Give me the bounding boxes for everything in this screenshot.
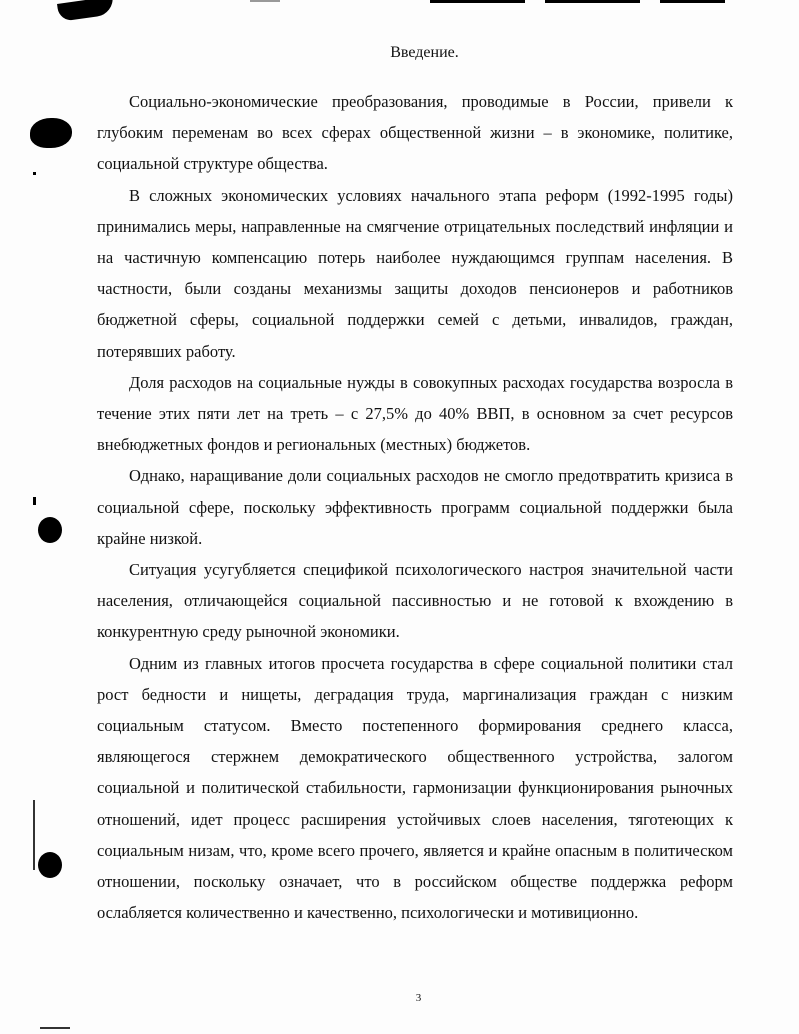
paragraph: Одним из главных итогов просчета государства в сфере социальной политики стал рост бедности и нищеты, деградация труда, маргинализация граждан с низким социальным статусом. Вместо постепенного формирования среднего класса, являющегося стержнем демократического общественного устройства, залогом социальной и политической стабильности, гармонизации функционирования рыночных отношений, идет процесс расширения устойчивых слоев населения, тяготеющих к социальным низам, что, кроме всего прочего, является и крайне опасным в политическом отношении, поскольку означает, что в российском обществе поддержка реформ ослабляется количественно и качественно, психологически и мотивиционно. — [97, 653, 733, 923]
paragraph: Ситуация усугубляется спецификой психологического настроя значительной части населения, отличающейся социальной пассивностью и не готовой к вхождению в конкурентную среду рыночной экономики. — [97, 560, 733, 642]
scan-edge-mark — [250, 0, 280, 2]
document-title: Введение. — [390, 44, 459, 61]
page-number: 3 — [415, 992, 422, 1004]
scan-edge-mark — [545, 0, 640, 3]
paragraph: Доля расходов на социальные нужды в совокупных расходах государства возросла в течение этих пяти лет на треть – с 27,5% до 40% ВВП, в основном за счет ресурсов внебюджетных фондов и региональных (местных) бюджетов. — [97, 372, 733, 455]
scan-edge-mark — [660, 0, 725, 3]
scan-blot — [57, 0, 115, 22]
scan-edge-mark — [430, 0, 525, 3]
scan-speck — [33, 172, 36, 175]
scan-speck — [33, 497, 36, 505]
paragraph: В сложных экономических условиях начального этапа реформ (1992-1995 годы) принимались меры, направленные на смягчение отрицательных последствий инфляции и на частичную компенсацию потерь наиболее нуждающимся группам населения. В частности, были созданы механизмы защиты доходов пенсионеров и работников бюджетной сферы, социальной поддержки семей с детьми, инвалидов, граждан, потерявших работу. — [97, 185, 733, 361]
punch-hole — [38, 517, 62, 543]
scan-edge-line — [33, 800, 35, 870]
punch-hole — [30, 118, 72, 148]
scan-edge-mark — [40, 1027, 70, 1029]
document-body — [97, 86, 733, 928]
paragraph: Однако, наращивание доли социальных расходов не смогло предотвратить кризиса в социальной сфере, поскольку эффективность программ социальной поддержки была крайне низкой. — [97, 466, 733, 548]
paragraph: Социально-экономические преобразования, проводимые в России, привели к глубоким переменам во всех сферах общественной жизни – в экономике, политике, социальной структуре общества. — [97, 92, 733, 174]
punch-hole — [38, 852, 62, 878]
